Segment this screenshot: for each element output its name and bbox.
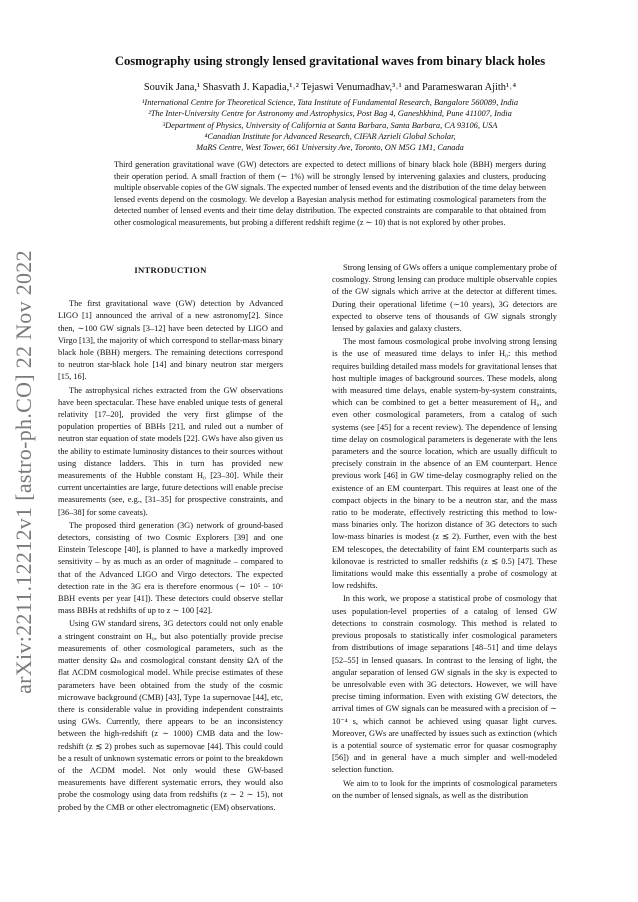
arxiv-side-label (4, 252, 44, 692)
paragraph: The first gravitational wave (GW) detection by Advanced LIGO [1] announced the arrival of a new astronomy[2]. Since then, ∼100 GW signals [3–12] have been detected by LIGO and Virgo [13], the majority of which correspond to stellar-mass binary black hole (BBH) mergers. The remaining detections correspond to neutron star-black hole [14] and binary neutron star mergers [15, 16]. (58, 299, 283, 382)
affiliation-1: ¹International Centre for Theoretical Science, Tata Institute of Fundamental Research, Bangalore 560089, India (141, 98, 519, 107)
affiliation-3: ³Department of Physics, University of California at Santa Barbara, Santa Barbara, CA 93106, USA (162, 120, 498, 130)
affiliation-4-address: MaRS Centre, West Tower, 661 University Ave, Toronto, ON M5G 1M1, Canada (196, 143, 464, 153)
paragraph: The most famous cosmological probe involving strong lensing is the use of measured time delays to infer H₀: this method requires building detailed mass models for gravitational lenses that host multiple images of background sources. These models, along with measured time delays, enable system-by-system constraints, which can be combined to get a better measurement of H₀, and even other cosmological parameters, from a catalog of such systems (see [45] for a recent review). The dependence of lensing time delay on cosmological parameters is degenerate with the lens parameters and the source location, which are usually difficult to precisely constrain in the absence of an EM counterpart. Hence previous work [46] in GW time-delay cosmography relied on the existence of an EM counterpart. This requires at least one of the compact objects in the binary to be a neutron star, and the mass ratio to be moderate, effectively restricting this method to low-mass binaries only. The horizon distance of 3G detectors to such low-mass binaries is modest (z ≲ 2). Further, even with the best EM telescopes, the detectability of faint EM counterparts such as kilonovae is restricted to smaller redshifts (z ≲ 0.5) [47]. These limitations would make this essentially a probe of cosmology at low redshifts. (332, 337, 557, 591)
arxiv-identifier: arXiv:2211.12212v1 [astro-ph.CO] 22 Nov 2022 (11, 250, 36, 694)
affiliation-4: ⁴Canadian Institute for Advanced Research, CIFAR Azrieli Global Scholar, (204, 131, 456, 141)
paragraph: Strong lensing of GWs offers a unique complementary probe of cosmology. Strong lensing can produce multiple observable copies of the GW signals which arrive at the detector at different times. During their operational lifetime (∼10 years), 3G detectors are expected to observe tens of thousands of GW signals strongly lensed by galaxies and galaxy clusters. (332, 263, 557, 334)
author-list: Souvik Jana,¹ Shasvath J. Kapadia,¹˒² Tejaswi Venumadhav,³˒¹ and Parameswaran Ajith¹˒⁴ (143, 82, 517, 93)
section-heading: INTRODUCTION (134, 265, 207, 275)
paper-title: Cosmography using strongly lensed gravitational waves from binary black holes (114, 54, 546, 68)
paragraph: Using GW standard sirens, 3G detectors could not only enable a stringent constraint on H₀, but also potentially provide precise measurements of other cosmological parameters, such as the matter density Ωₘ and cosmological constant density ΩΛ of the flat ΛCDM cosmological model. While precise estimates of these parameters have been obtained from the study of the cosmic microwave background (CMB) [43], Type 1a supernovae [44], etc, there is considerable value in providing independent constraints using GWs. Currently, there appears to be an inconsistency between the high-redshift (z ∼ 1000) CMB data and the low-redshift (z ≲ 2) probes such as supernovae [44]. This could could be a result of unknown systematic errors or point to the breakdown of the ΛCDM model. Not only would these GW-based measurements have different systematic errors, they would also probe the cosmology using data from redshifts (z ∼ 2 ∼ 15), not probed by the CMB or other electromagnetic (EM) observations. (58, 619, 283, 812)
paragraph: In this work, we propose a statistical probe of cosmology that uses population-level properties of a catalog of lensed GW detections to constrain cosmology. This method is related to previous proposals to statistically infer cosmological parameters from distributions of image separations [48–51] and time delays [52–55] in lensed quasars. In contrast to the lensing of light, the angular separation of lensed GW signals in the sky is expected to be unresolvable even with 3G detectors. However, we will have precise timing information. Even with existing GW detectors, the arrival times of GW signals can be measured with a precision of ∼ 10⁻⁴ s, which cannot be achieved using quasar light curves. Moreover, GWs are unaffected by issues such as extinction (which is a potential source of systematic error for quasar cosmography [56]) and in general have a much simpler and well-modeled selection function. (332, 594, 557, 775)
affiliations (60, 97, 600, 153)
right-column (332, 262, 557, 803)
abstract: Third generation gravitational wave (GW) detectors are expected to detect millions of binary black hole (BBH) mergers during their operation period. A small fraction of them (∼ 1%) will be strongly lensed by intervening galaxies and clusters, producing multiple observable copies of the GW signals. The expected number of lensed events and the distribution of the time delay between lensed events depend on the cosmology. We develop a Bayesian analysis method for estimating cosmological parameters from the detected number of lensed events and their time delay distribution. The expected constraints are comparable to that obtained from other cosmological measurements, but probing a different redshift regime (z ∼ 10) that is not explored by other probes. (114, 160, 546, 227)
paragraph: The astrophysical riches extracted from the GW observations have been spectacular. These have enabled unique tests of general relativity [17–20], provided the very first glimpse of the population properties of BBHs [21], and ruled out a number of neutron star equation of state models [22]. GWs have also given us the ability to estimate luminosity distances to their sources without using distance ladders. This in turn has provided new measurements of the Hubble constant H₀ [23–30]. While their current uncertainties are large, future detections will enable precise measurements (see, e.g., [31–35] for prospective constraints, and [36–38] for some caveats). (58, 385, 283, 517)
paragraph: The proposed third generation (3G) network of ground-based detectors, consisting of two Cosmic Explorers [39] and one Einstein Telescope [40], is planned to have a markedly improved sensitivity – by as much as an order of magnitude – compared to that of the Advanced LIGO and Virgo detectors. The expected detection rate in the 3G era is therefore enormous (∼ 10⁵ − 10⁶ BBH events per year [41]). These detectors could observe stellar mass BBHs at redshifts of up to z ∼ 100 [42]. (58, 520, 283, 616)
affiliation-2: ²The Inter-University Centre for Astronomy and Astrophysics, Post Bag 4, Ganeshkhind, Pune 411007, India (148, 109, 512, 119)
left-column (58, 256, 283, 815)
paragraph: We aim to to look for the imprints of cosmological parameters on the number of lensed signals, as well as the distribution (332, 778, 557, 800)
